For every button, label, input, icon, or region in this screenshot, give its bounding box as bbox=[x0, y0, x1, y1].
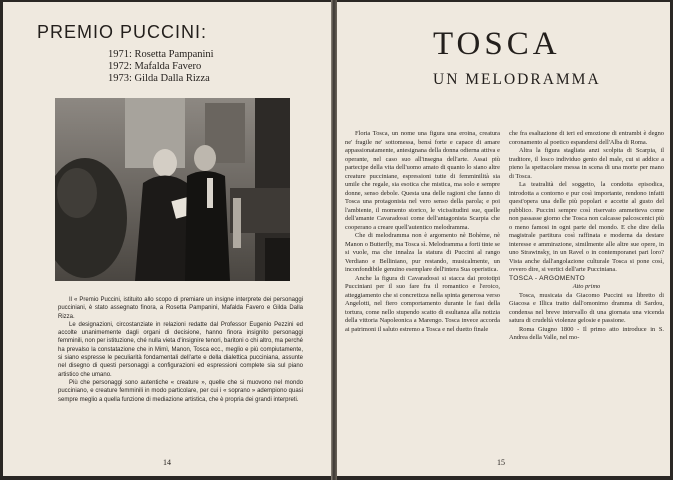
text-column-2 bbox=[509, 130, 664, 343]
photo-icon bbox=[55, 98, 290, 281]
winner-1972: 1972: Mafalda Favero bbox=[108, 61, 202, 72]
body-paragraph: Roma Giugno 1800 - Il primo atto introduce in S. Andrea della Valle, nel mo- bbox=[509, 325, 664, 341]
photo-caption bbox=[58, 296, 303, 404]
body-paragraph: che fra esaltazione di ieri ed emozione di entrambi è degno coronamento al poetico espandersi dell'Alba di Roma. bbox=[509, 130, 664, 146]
left-page bbox=[3, 2, 331, 476]
opera-subtitle: UN MELODRAMMA bbox=[433, 71, 601, 88]
opera-title: TOSCA bbox=[433, 26, 561, 62]
body-paragraph: Anche la figura di Cavaradossi si stacca dai prototipi Pucciniani per il suo fare fra il romantico e l'eroico, atteggiamento che si concretizza nella spinta generosa verso Angelotti, nel fiero comportamento durante le fasi della tortura, come nello stupendo scatto di esultanza alla notizia della vittoria Napoleonica a Marengo. Tosca invece accorda ai patrimoni il saluto estremo a Tosca e nel duetto finale bbox=[345, 274, 500, 333]
winner-1973: 1973: Gilda Dalla Rizza bbox=[108, 73, 210, 84]
caption-paragraph: Le designazioni, circostanziate in relazioni redatte dal Professor Eugenio Pezzini ed accolte unanimemente dagli organi di decisione, hanno finora insignito personaggi femminili, non per istituzione, ché nulla vieta d'insignire tenori, baritoni o chi altro, ma perché ha prevalso la constatazione che in Mimì, Manon, Tosca ecc., meglio e più compiutamente, si siano espresse le peculiarità fondamentali dell'arte e della dialettica pucciniana, assunte nel disegno di questi personaggi a configurazioni ed espressioni complete sia sul piano artistico che umano. bbox=[58, 321, 303, 378]
award-ceremony-photo bbox=[55, 98, 290, 281]
body-paragraph: Tosca, musicata da Giacomo Puccini su libretto di Giacosa e Illica tratto dall'omonimo dramma di Sardou, condensa nel breve intervallo di una giornata una vicenda satura di crudeltà violenze gelosie e passione. bbox=[509, 291, 664, 324]
right-page bbox=[337, 2, 670, 476]
caption-paragraph: Più che personaggi sono autentiche « creature », quelle che si muovono nel mondo pucciniano, e creature femminili in modo particolare, per cui i « soprano » adempiono quasi sempre meglio a quella funzione di mediazione artistica, che è propria dei grandi interpreti. bbox=[58, 379, 303, 403]
body-paragraph: Altra la figura stagliata anzi scolpita di Scarpia, il traditore, il losco individuo genio del male, cui si addice a pieno la spettacolare messa in scena di una morte per mano di Tosca. bbox=[509, 147, 664, 180]
winner-1971: 1971: Rosetta Pampanini bbox=[108, 49, 214, 60]
body-paragraph: La teatralità del soggetto, la condotta episodica, introdotta a contorno e pur così importante, rendono infatti quest'opera una delle più popolari e accette al gusto del pubblico. Puccini sempre così riservato ammetteva come non passasse giorno che Tosca non calcasse palcoscenici più o meno famosi in ogni parte del mondo. E che dire della magistrale partitura così raffinata e moderna da destare interesse e ammirazione, similmente alle altre sue opere, in uno Strawinsky, in un Ravel o in contemporanei pari loro? Vista anche dall'angolazione culturale Tosca si pone così, ovvero dire, si vertici dell'arte Pucciniana. bbox=[509, 181, 664, 273]
body-paragraph: Floria Tosca, un nome una figura una eroina, creatura ne' fragile ne' sottomessa, bensì forte e capace di amare appassionatamente, antesignana della donna odierna attiva e operante, nel caso suo all'insegna dell'arte. Assai più partecipe della vita dell'uomo amato di quanto lo siano altre creature pucciniane, espressioni tutte di femminilità sia umile che regale, sia esotica che mistica, ma solo e sempre donne, senso debole. Questa una delle ragioni che fanno di Tosca una protagonista nel vero senso della parola; e poi l'ambiente, il momento storico, le vicissitudini sue, quelle dell'amante Cavaradossi come dell'antagonista Scarpia che cooperano a creare quell'autentico melodramma. bbox=[345, 130, 500, 231]
winners-list bbox=[108, 49, 214, 85]
page-number-left: 14 bbox=[163, 458, 171, 467]
text-column-1 bbox=[345, 130, 500, 334]
page-number-right: 15 bbox=[497, 458, 505, 467]
caption-paragraph: Il « Premio Puccini, istituito allo scopo di premiare un insigne interprete dei personaggi pucciniani, è stato assegnato finora, a Rosetta Pampanini, Mafalda Favero e Gilda Dalla Rizza. bbox=[58, 297, 303, 320]
body-paragraph: Che di melodramma non è argomento nè Bohème, nè Manon o Butterfly, ma Tosca sì. Melodramma a forti tinte se si vuole, ma che innalza la statura di Puccini al rango Verdiano e Belliniano, pur restando, musicalmente, un inconfondibile genuino esemplare dell'intera Sua operistica. bbox=[345, 232, 500, 273]
prize-title: PREMIO PUCCINI: bbox=[37, 22, 208, 42]
section-heading: TOSCA - ARGOMENTO bbox=[509, 274, 585, 282]
section-subheading: Atto primo bbox=[572, 283, 601, 290]
